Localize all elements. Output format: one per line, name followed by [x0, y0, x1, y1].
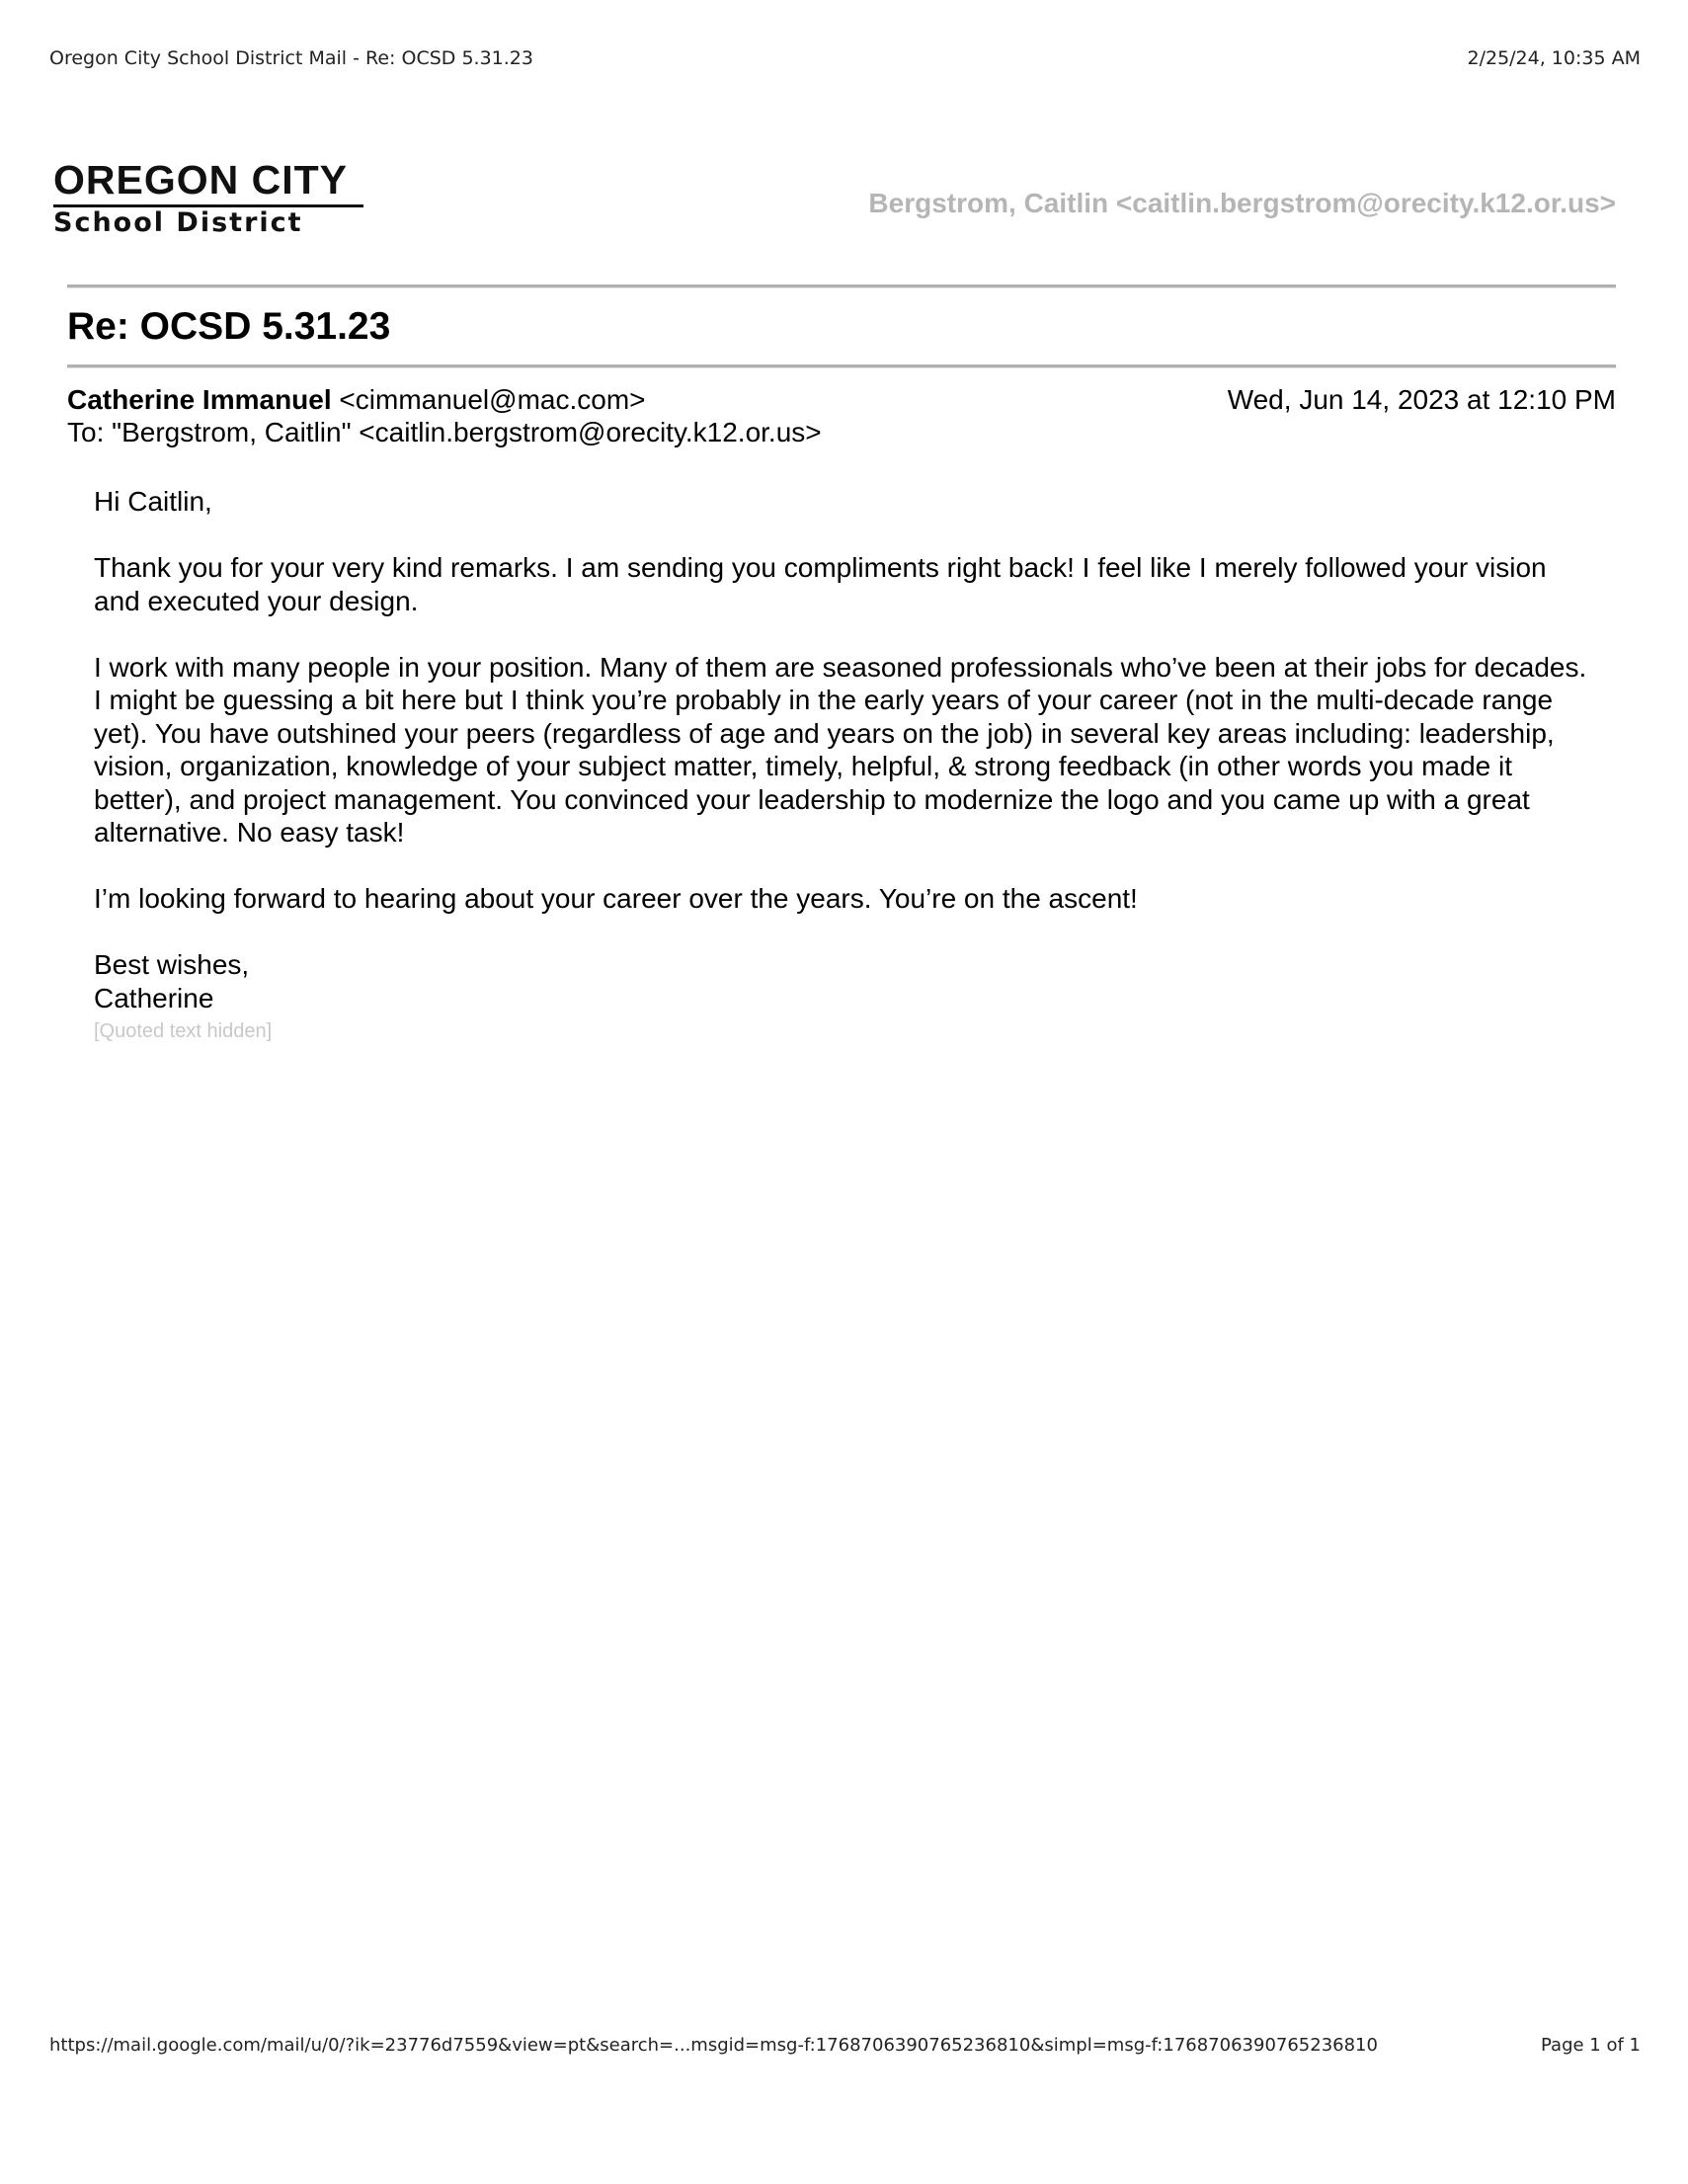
district-logo — [53, 158, 369, 237]
logo-line-1: OREGON CITY — [53, 157, 349, 202]
print-footer-url: https://mail.google.com/mail/u/0/?ik=23776d7559&view=pt&search=...msgid=msg-f:1768706390765236810&simpl=msg-f:1768706390765236810 — [49, 2035, 1378, 2056]
signature: Catherine — [94, 982, 214, 1013]
signoff: Best wishes, — [94, 949, 250, 980]
body-paragraph-3: I’m looking forward to hearing about your career over the years. You’re on the ascent! — [94, 883, 1138, 914]
body-paragraph-1: Thank you for your very kind remarks. I am sending you compliments right back! I feel like I merely followed your vision and executed your design. — [94, 552, 1547, 616]
print-header-datetime: 2/25/24, 10:35 AM — [1467, 47, 1641, 69]
sender-name: Catherine Immanuel — [67, 384, 332, 415]
message-header — [67, 383, 1616, 448]
print-footer — [49, 2035, 1641, 2061]
divider-subject — [67, 364, 1616, 368]
sender-email: <cimmanuel@mac.com> — [339, 384, 646, 415]
recipient-line: To: "Bergstrom, Caitlin" <caitlin.bergstrom@orecity.k12.or.us> — [67, 417, 822, 447]
body-paragraph-2: I work with many people in your position. Many of them are seasoned professionals who’ve been at their jobs for decades. I might be guessing a bit here but I think you’re probably in the early years of your career (not in the multi-decade range yet). You have outshined your peers (regardless of age and years on the job) in several key areas including: leadership, vision, organization, knowledge of your subject matter, timely, helpful, & strong feedback (in other words you made it better), and project management. You convinced your leadership to modernize the logo and you came up with a great alternative. No easy task! — [94, 651, 1587, 848]
email-subject: Re: OCSD 5.31.23 — [67, 305, 391, 348]
print-header-title: Oregon City School District Mail - Re: OCSD 5.31.23 — [49, 47, 533, 69]
logo-line-2: School District — [53, 207, 303, 238]
from-row — [67, 383, 1616, 416]
message-body — [94, 485, 1589, 1046]
account-identity: Bergstrom, Caitlin <caitlin.bergstrom@orecity.k12.or.us> — [868, 188, 1616, 218]
message-date: Wed, Jun 14, 2023 at 12:10 PM — [1227, 384, 1616, 415]
print-footer-page: Page 1 of 1 — [1541, 2035, 1641, 2056]
greeting: Hi Caitlin, — [94, 486, 212, 517]
quoted-text-toggle[interactable]: [Quoted text hidden] — [94, 1020, 273, 1042]
divider-top — [67, 284, 1616, 288]
print-header — [49, 47, 1641, 73]
